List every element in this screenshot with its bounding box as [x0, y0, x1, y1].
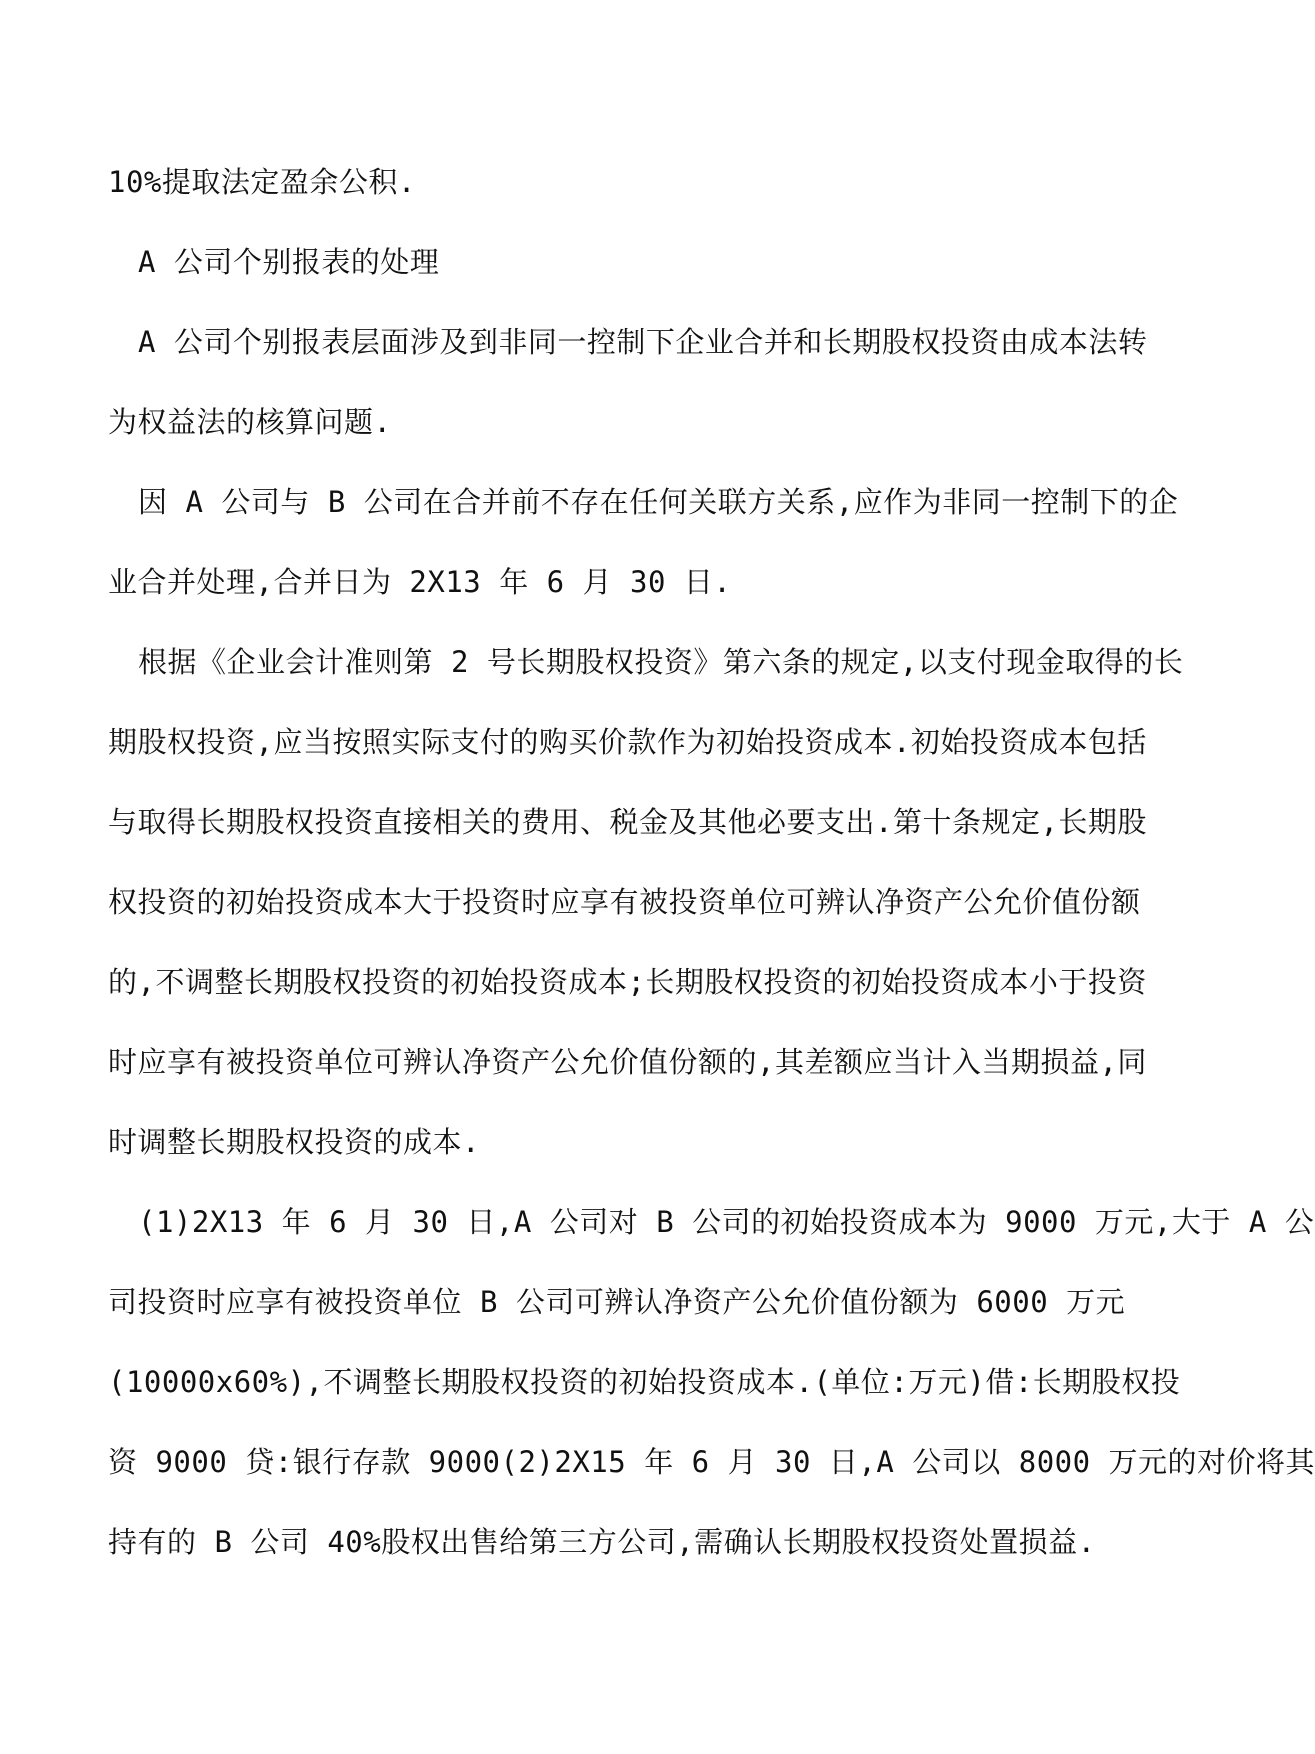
- paragraph-line: 时调整长期股权投资的成本.: [108, 1125, 480, 1159]
- paragraph-line: 因 A 公司与 B 公司在合并前不存在任何关联方关系,应作为非同一控制下的企: [138, 485, 1179, 519]
- paragraph-line: 10%提取法定盈余公积.: [108, 165, 416, 199]
- paragraph-line: A 公司个别报表层面涉及到非同一控制下企业合并和长期股权投资由成本法转: [138, 325, 1148, 359]
- paragraph-line: 根据《企业会计准则第 2 号长期股权投资》第六条的规定,以支付现金取得的长: [138, 645, 1184, 679]
- paragraph-line: 司投资时应享有被投资单位 B 公司可辨认净资产公允价值份额为 6000 万元: [108, 1285, 1126, 1319]
- paragraph-line: (10000x60%),不调整长期股权投资的初始投资成本.(单位:万元)借:长期股权投: [108, 1365, 1181, 1399]
- section-heading: A 公司个别报表的处理: [138, 245, 440, 279]
- paragraph-line: (1)2X13 年 6 月 30 日,A 公司对 B 公司的初始投资成本为 9000 万元,大于 A 公: [138, 1205, 1315, 1239]
- paragraph-line: 资 9000 贷:银行存款 9000(2)2X15 年 6 月 30 日,A 公司以 8000 万元的对价将其: [108, 1445, 1315, 1479]
- paragraph-line: 业合并处理,合并日为 2X13 年 6 月 30 日.: [108, 565, 732, 599]
- paragraph-line: 权投资的初始投资成本大于投资时应享有被投资单位可辨认净资产公允价值份额: [108, 885, 1141, 919]
- paragraph-line: 时应享有被投资单位可辨认净资产公允价值份额的,其差额应当计入当期损益,同: [108, 1045, 1147, 1079]
- paragraph-line: 与取得长期股权投资直接相关的费用、税金及其他必要支出.第十条规定,长期股: [108, 805, 1147, 839]
- paragraph-line: 的,不调整长期股权投资的初始投资成本;长期股权投资的初始投资成本小于投资: [108, 965, 1147, 999]
- document-body: [108, 162, 1315, 1562]
- paragraph-line: 为权益法的核算问题.: [108, 405, 392, 439]
- paragraph-line: 期股权投资,应当按照实际支付的购买价款作为初始投资成本.初始投资成本包括: [108, 725, 1147, 759]
- paragraph-line: 持有的 B 公司 40%股权出售给第三方公司,需确认长期股权投资处置损益.: [108, 1525, 1096, 1559]
